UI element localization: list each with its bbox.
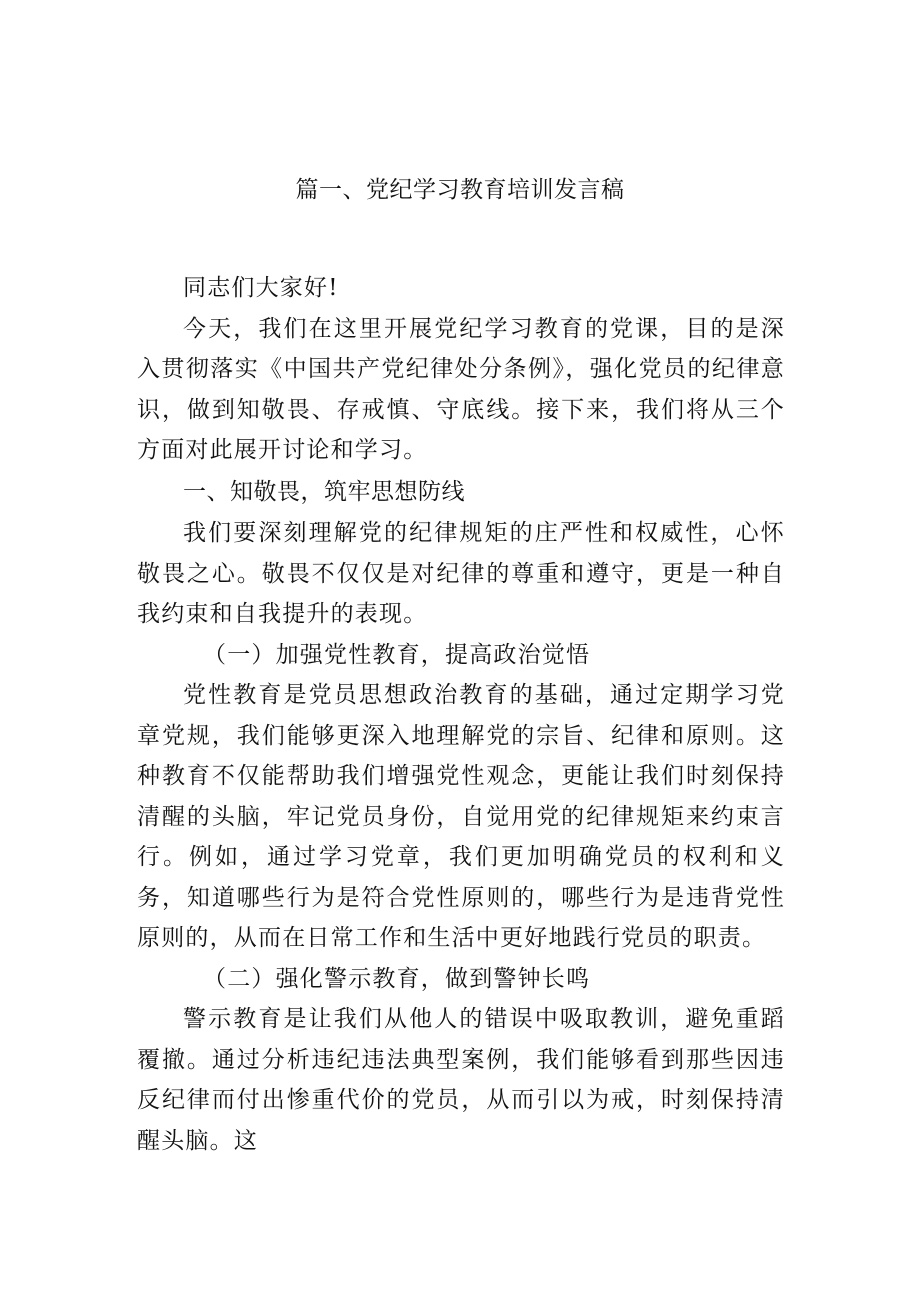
document-body	[137, 268, 785, 1161]
section-1-heading: 一、知敬畏，筑牢思想防线	[183, 478, 465, 505]
document-title: 篇一、党纪学习教育培训发言稿	[295, 177, 625, 203]
subsection-1-heading: （一）加强党性教育，提高政治觉悟	[203, 641, 591, 668]
intro-paragraph: 今天，我们在这里开展党纪学习教育的党课，目的是深入贯彻落实《中国共产党纪律处分条例》，强化党员的纪律意识，做到知敬畏、存戒慎、守底线。接下来，我们将从三个方面对此展开讨论和学习。	[137, 315, 785, 463]
subsection-2-heading: （二）强化警示教育，做到警钟长鸣	[203, 965, 591, 992]
greeting-paragraph: 同志们大家好!	[183, 275, 339, 301]
subsection-2-paragraph: 警示教育是让我们从他人的错误中吸取教训，避免重蹈覆撤。通过分析违纪违法典型案例，我们能够看到那些因违反纪律而付出惨重代价的党员，从而引以为戒，时刻保持清醒头脑。这	[137, 1006, 785, 1154]
section-1-paragraph: 我们要深刻理解党的纪律规矩的庄严性和权威性，心怀敬畏之心。敬畏不仅仅是对纪律的尊重和遵守，更是一种自我约束和自我提升的表现。	[137, 520, 785, 627]
subsection-1-paragraph: 党性教育是党员思想政治教育的基础，通过定期学习党章党规，我们能够更深入地理解党的宗旨、纪律和原则。这种教育不仅能帮助我们增强党性观念，更能让我们时刻保持清醒的头脑，牢记党员身份，自觉用党的纪律规矩来约束言行。例如，通过学习党章，我们更加明确党员的权利和义务，知道哪些行为是符合党性原则的，哪些行为是违背党性原则的，从而在日常工作和生活中更好地践行党员的职责。	[137, 682, 785, 951]
